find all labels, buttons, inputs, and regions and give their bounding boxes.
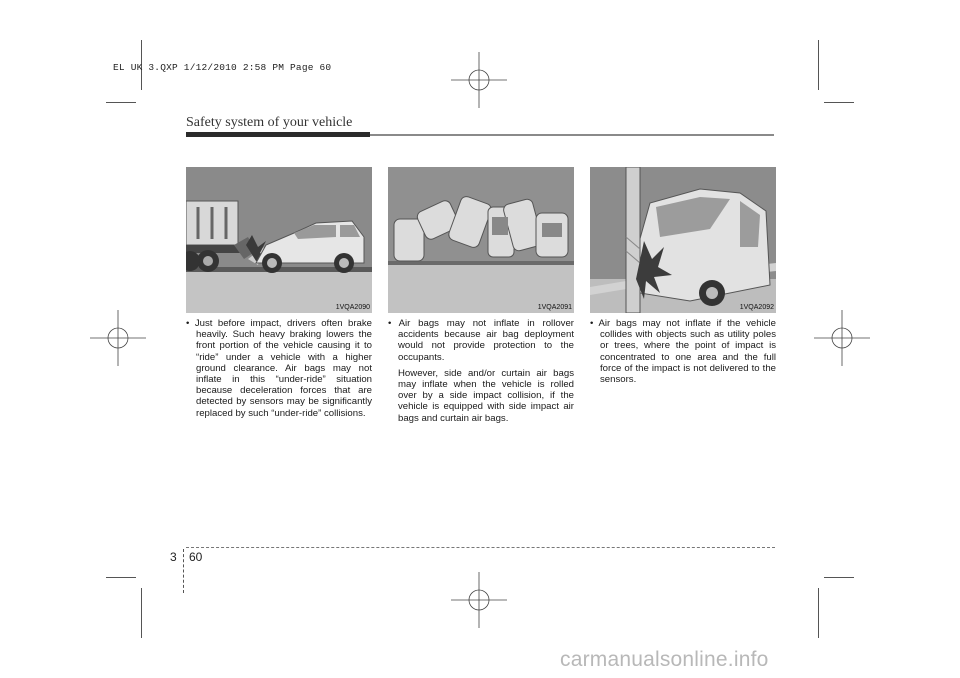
section-title: Safety system of your vehicle xyxy=(186,115,353,130)
print-slug: EL UK 3.QXP 1/12/2010 2:58 PM Page 60 xyxy=(113,62,332,73)
figure-underride-collision xyxy=(186,167,372,313)
chapter-number: 3 xyxy=(170,550,177,564)
figure-code: 1VQA2090 xyxy=(335,304,370,311)
figure-rollover xyxy=(388,167,574,313)
page-number: 60 xyxy=(189,550,203,564)
header-rule-light xyxy=(370,134,774,136)
column-3 xyxy=(590,318,776,385)
watermark: carmanualsonline.info xyxy=(560,648,769,671)
bullet-text: • Just before impact, drivers often brake heavily. Such heavy braking lowers the front portion of the vehicle causing it to “ride” under a vehicle with a higher ground clearance. Air bags may not inflate in this “under-ride” situation because deceleration forces that are detected by sensors may be significantly replaced by such “under-ride” collisions. xyxy=(186,318,372,419)
bullet-text: • Air bags may not inflate in rollover accidents because air bag deployment would not provide protection to the occupants. xyxy=(388,318,574,363)
column-2 xyxy=(388,318,574,424)
column-1 xyxy=(186,318,372,419)
figure-code: 1VQA2091 xyxy=(537,304,572,311)
figure-code: 1VQA2092 xyxy=(739,304,774,311)
header-rule-dark xyxy=(186,132,370,137)
footer-rule xyxy=(186,547,775,548)
paragraph-text: However, side and/or curtain air bags may inflate when the vehicle is rolled over by a side impact collision, if the vehicle is equipped with side impact air bags and curtain air bags. xyxy=(398,367,574,424)
bullet-text: • Air bags may not inflate if the vehicle collides with objects such as utility poles or trees, where the point of impact is concentrated to one area and the full force of the impact is not delivered to the sensors. xyxy=(590,318,776,386)
figure-pole-collision xyxy=(590,167,776,313)
footer-divider xyxy=(183,549,184,593)
